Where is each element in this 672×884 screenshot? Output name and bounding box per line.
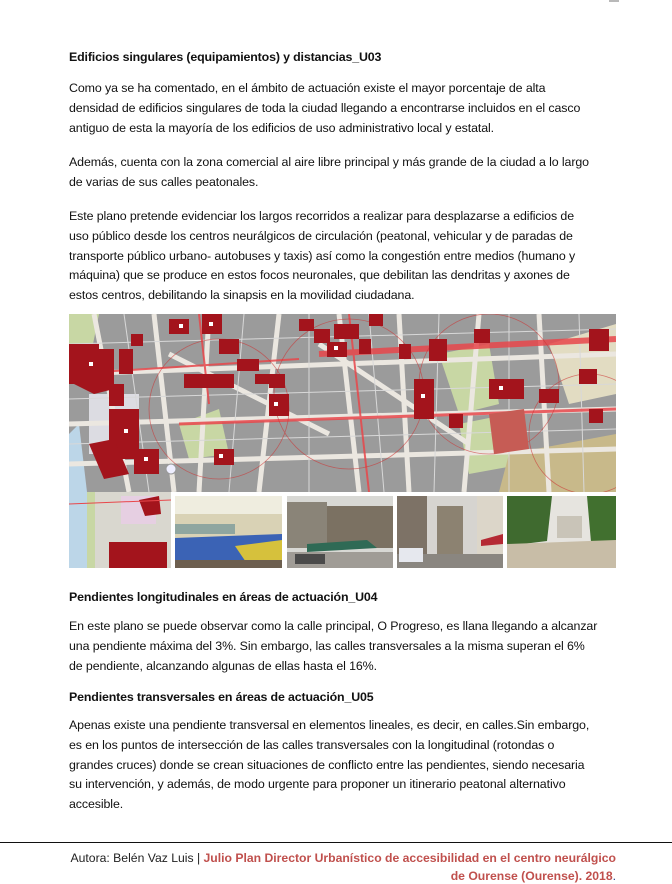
old-town-street-photo xyxy=(397,496,503,568)
text-line: su intervención, y además, de modo urgente para proponer un itinerario peatonal alternativo xyxy=(69,777,566,792)
text-line: es en los puntos de intersección de las calles transversales con la longitudinal (rotondas o xyxy=(69,737,555,752)
paragraph-transverse-slopes xyxy=(69,716,629,815)
text-line: Este plano pretende evidenciar los largos recorridos a realizar para desplazarse a edificios de xyxy=(69,209,574,223)
urban-plan-map xyxy=(69,314,616,492)
footer-title-continued: de Ourense (Ourense). 2018 xyxy=(450,869,613,883)
footer-author: Autora: Belén Vaz Luis xyxy=(70,851,194,865)
text-line: Como ya se ha comentado, en el ámbito de actuación existe el mayor porcentaje de alta xyxy=(69,81,546,95)
footer-separator: | xyxy=(193,851,204,865)
text-line: densidad de edificios singulares de toda la ciudad llegando a encontrarse incluidos en el casco xyxy=(69,100,581,115)
figure-map-and-photos xyxy=(69,314,616,570)
footer-title: Julio Plan Director Urbanístico de accesibilidad en el centro neurálgico xyxy=(203,851,616,865)
map-detail-strip xyxy=(69,492,171,568)
text-line: de varias de sus calles peatonales. xyxy=(69,174,259,189)
text-line: de pendiente, alcanzando algunas de ellas hasta el 16%. xyxy=(69,658,377,673)
text-line: En este plano se puede observar como la calle principal, O Progreso, es llana llegando a alcanzar xyxy=(69,619,598,633)
text-line: máquina) que se produce en estos focos neuronales, que debilitan las dendritas y axones de xyxy=(69,268,570,283)
footer-line-1 xyxy=(71,851,617,865)
text-line: antiguo de esta la mayoría de los edificios de uso administrativo local y estatal. xyxy=(69,120,495,135)
section-heading-u03: Edificios singulares (equipamientos) y distancias_U03 xyxy=(69,50,382,64)
text-line: una pendiente máxima del 3%. Sin embargo, las calles transversales a la misma superan el 6% xyxy=(69,638,585,653)
text-line: accesible. xyxy=(69,797,124,812)
section-heading-u04: Pendientes longitudinales en áreas de actuación_U04 xyxy=(69,590,378,604)
pedestrian-boulevard-photo xyxy=(507,496,616,568)
text-line: grandes cruces) donde se crean situaciones de conflicto entre las pendientes, siendo necesaria xyxy=(69,757,585,772)
section-heading-u05: Pendientes transversales en áreas de actuación_U05 xyxy=(69,690,374,704)
photo-strip xyxy=(69,492,616,570)
text-line: Además, cuenta con la zona comercial al aire libre principal y más grande de la ciudad a lo largo xyxy=(69,155,589,169)
map-drawing xyxy=(69,314,616,492)
footer-line-2 xyxy=(451,869,616,883)
sports-hall-photo xyxy=(175,496,282,568)
text-line: Apenas existe una pendiente transversal en elementos lineales, es decir, en calles.Sin embargo, xyxy=(69,718,590,732)
paragraph-commercial-zone xyxy=(69,153,629,193)
footer-period: . xyxy=(612,869,616,883)
paragraph-longitudinal-slopes xyxy=(69,617,629,676)
footer-divider xyxy=(0,842,672,843)
map-detail-drawing xyxy=(69,492,171,568)
paragraph-plan-purpose xyxy=(69,207,629,306)
text-line: estos centros, debilitando la sinapsis en la movilidad ciudadana. xyxy=(69,288,415,303)
paragraph-singular-buildings xyxy=(69,79,629,138)
plaza-market-photo xyxy=(287,496,393,568)
text-line: uso público desde los centros neurálgicos de circulación (peatonal, vehicular y de paradas de xyxy=(69,228,573,243)
text-line: transporte público urbano- autobuses y taxis) así como la congestión entre medios (humano y xyxy=(69,248,576,263)
page-number-mark xyxy=(609,0,619,2)
